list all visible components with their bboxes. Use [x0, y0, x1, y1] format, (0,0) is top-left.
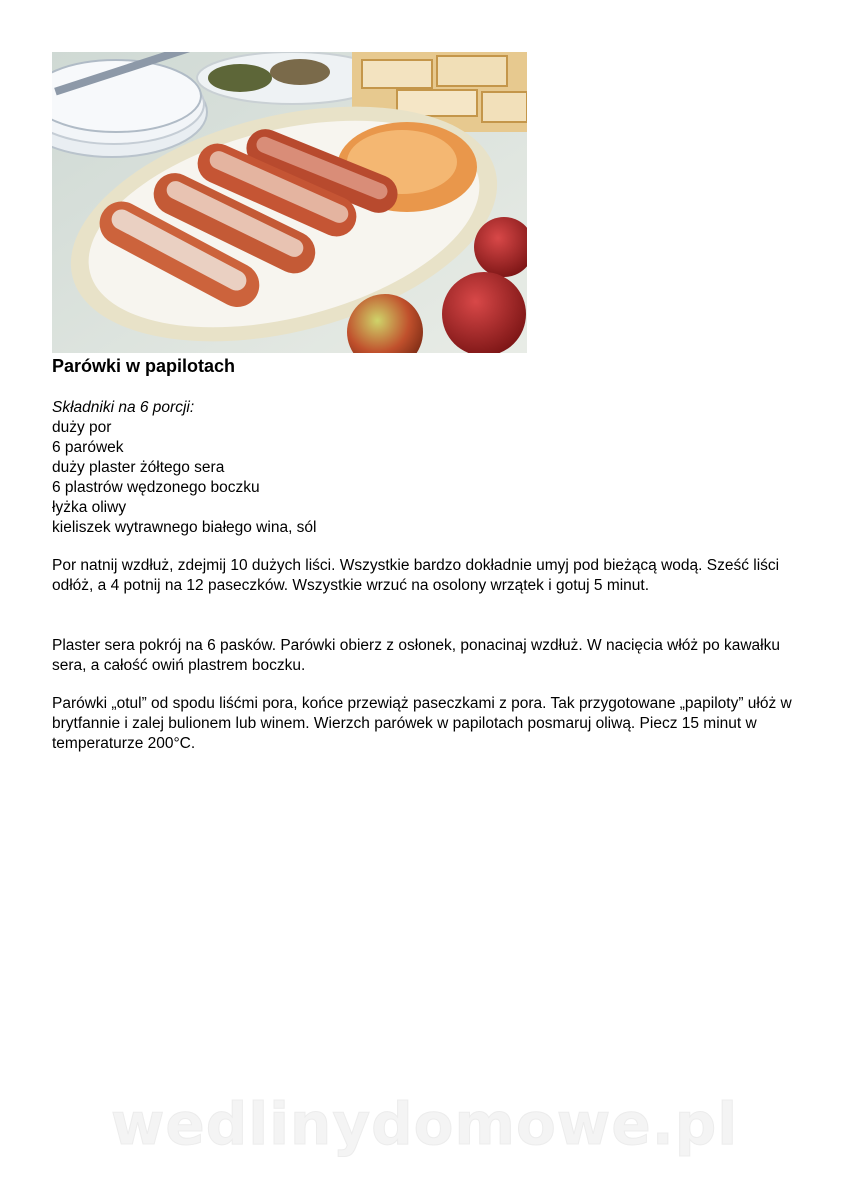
site-watermark: wedlinydomowe.pl: [110, 1090, 739, 1158]
ingredient-item: kieliszek wytrawnego białego wina, sól: [52, 519, 317, 536]
ingredient-item: duży por: [52, 419, 112, 436]
step-paragraph: Plaster sera pokrój na 6 pasków. Parówki obierz z osłonek, ponacinaj wzdłuż. W nacięcia włóż po kawałku sera, a całość owiń plastrem boczku.: [52, 637, 780, 674]
step-paragraph: Parówki „otul” od spodu liśćmi pora, końce przewiąż paseczkami z pora. Tak przygotowane „papiloty” ułóż w brytfannie i zalej bulionem lub winem. Wierzch parówek w papilotach posmaruj oliwą. Piecz 15 minut w temperaturze 200°C.: [52, 695, 792, 752]
recipe-title: Parówki w papilotach: [52, 356, 236, 376]
ingredient-item: 6 parówek: [52, 439, 124, 456]
step-paragraph: Por natnij wzdłuż, zdejmij 10 dużych liści. Wszystkie bardzo dokładnie umyj pod bieżącą wodą. Sześć liści odłóż, a 4 potnij na 12 paseczków. Wszystkie wrzuć na osolony wrzątek i gotuj 5 minut.: [52, 557, 780, 594]
ingredients-list: [52, 398, 317, 538]
ingredients-heading: Składniki na 6 porcji:: [52, 399, 195, 416]
ingredient-item: duży plaster żółtego sera: [52, 459, 225, 476]
ingredient-item: 6 plastrów wędzonego boczku: [52, 479, 260, 496]
recipe-photo: [52, 52, 527, 353]
ingredient-item: łyżka oliwy: [52, 499, 127, 516]
